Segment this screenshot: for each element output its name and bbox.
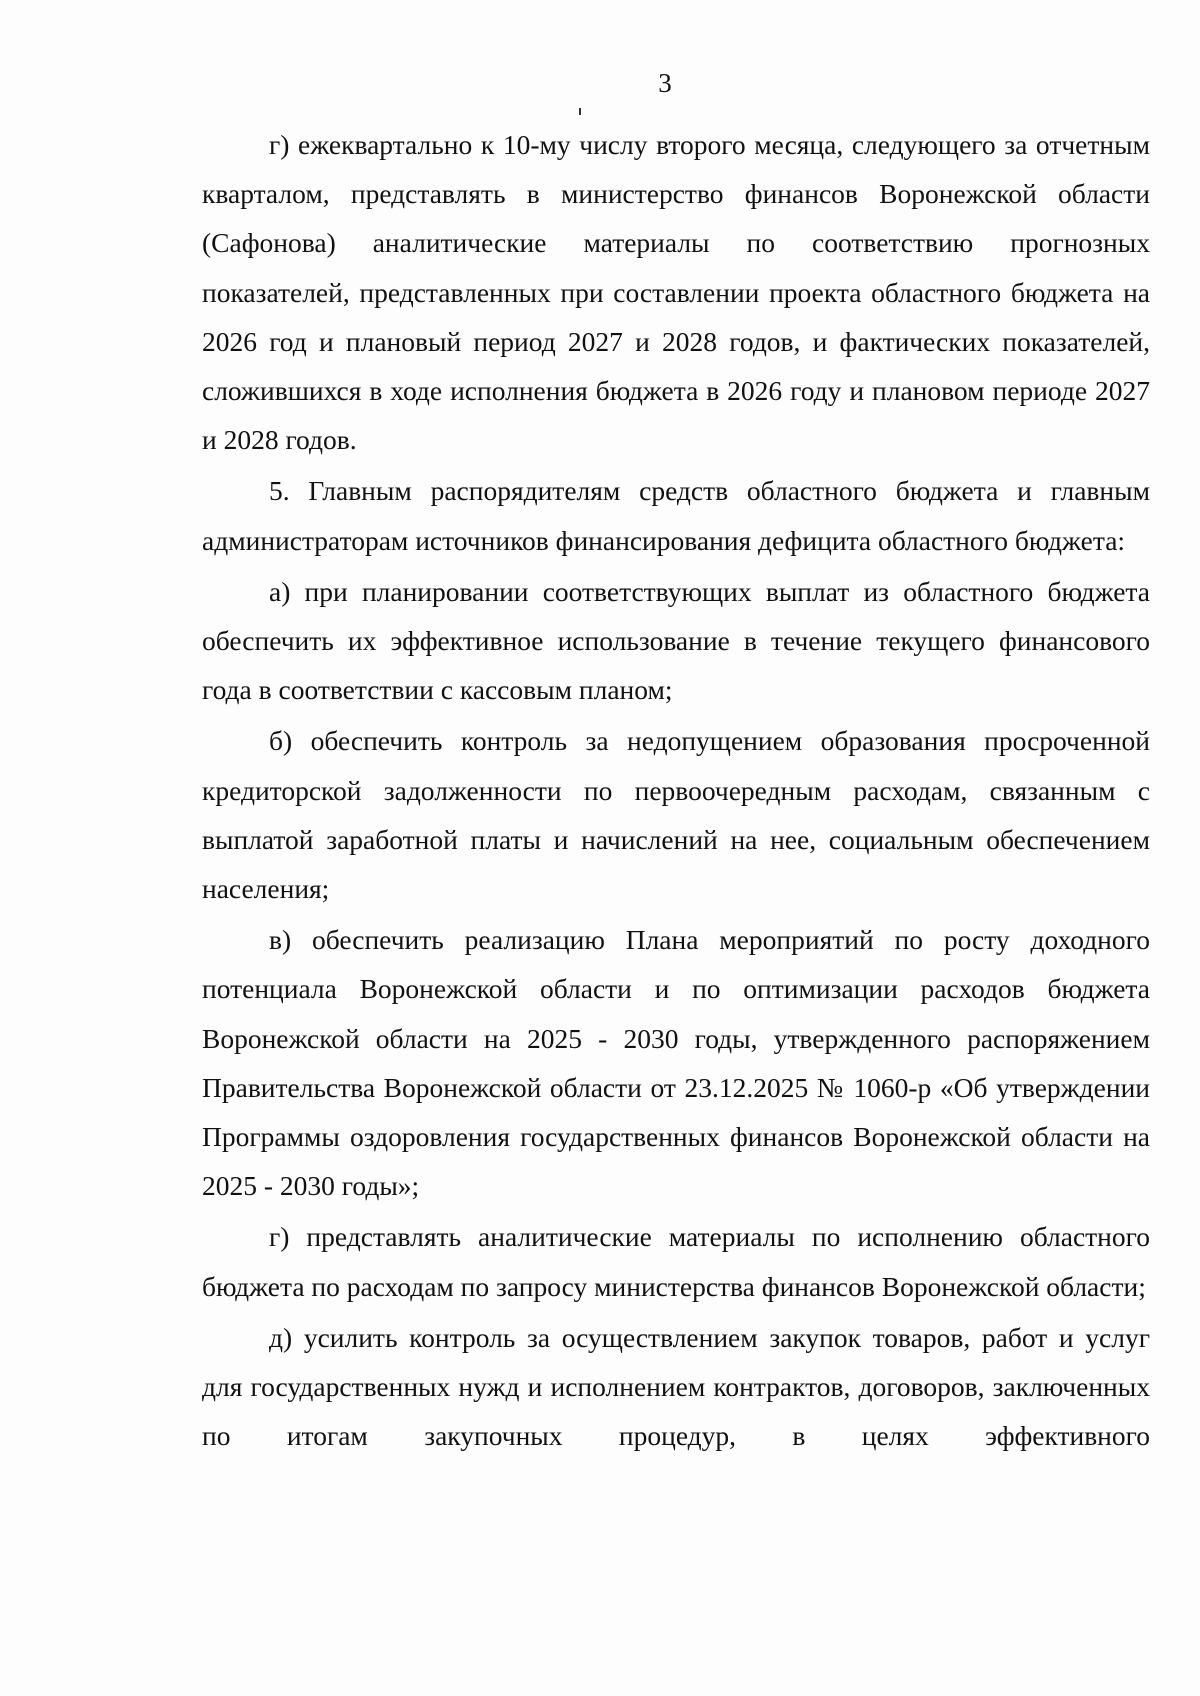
paragraph-5a-payment-planning: а) при планировании соответствующих выплат из областного бюджета обеспечить их эффективное использование в течение текущего финансового года в соответствии с кассовым планом; [202, 575, 1150, 706]
paragraph-4g-quarterly-reports: г) ежеквартально к 10-му числу второго месяца, следующего за отчетным кварталом, представлять в министерство финансов Воронежской области (Сафонова) аналитические материалы по соответствию прогнозных показателей, представленных при составлении проекта областного бюджета на 2026 год и плановый период 2027 и 2028 годов, и фактических показателей, сложившихся в ходе исполнения бюджета в 2026 году и плановом периоде 2027 и 2028 годов. [202, 129, 1150, 456]
paragraph-5-chief-administrators: 5. Главным распорядителям средств областного бюджета и главным администраторам источников финансирования дефицита областного бюджета: [202, 475, 1150, 556]
paragraph-5d-procurement-control: д) усилить контроль за осуществлением закупок товаров, работ и услуг для государственных нужд и исполнением контрактов, договоров, заключенных по итогам закупочных процедур, в целях эффективного [202, 1321, 1150, 1452]
page-number: 3 [658, 68, 672, 98]
paragraph-5b-debt-control: б) обеспечить контроль за недопущением образования просроченной кредиторской задолженности по первоочередным расходам, связанным с выплатой заработной платы и начислений на нее, социальным обеспечением населения; [202, 725, 1150, 905]
paragraph-5v-action-plan: в) обеспечить реализацию Плана мероприятий по росту доходного потенциала Воронежской области и по оптимизации расходов бюджета Воронежской области на 2025 - 2030 годы, утвержденного распоряжением Правительства Воронежской области от 23.12.2025 № 1060-р «Об утверждении Программы оздоровления государственных финансов Воронежской области на 2025 - 2030 годы»; [202, 924, 1150, 1202]
document-body [202, 120, 1150, 1462]
paragraph-5g-analytical-materials: г) представлять аналитические материалы по исполнению областного бюджета по расходам по запросу министерства финансов Воронежской области; [202, 1221, 1150, 1302]
scan-speck [579, 108, 581, 115]
